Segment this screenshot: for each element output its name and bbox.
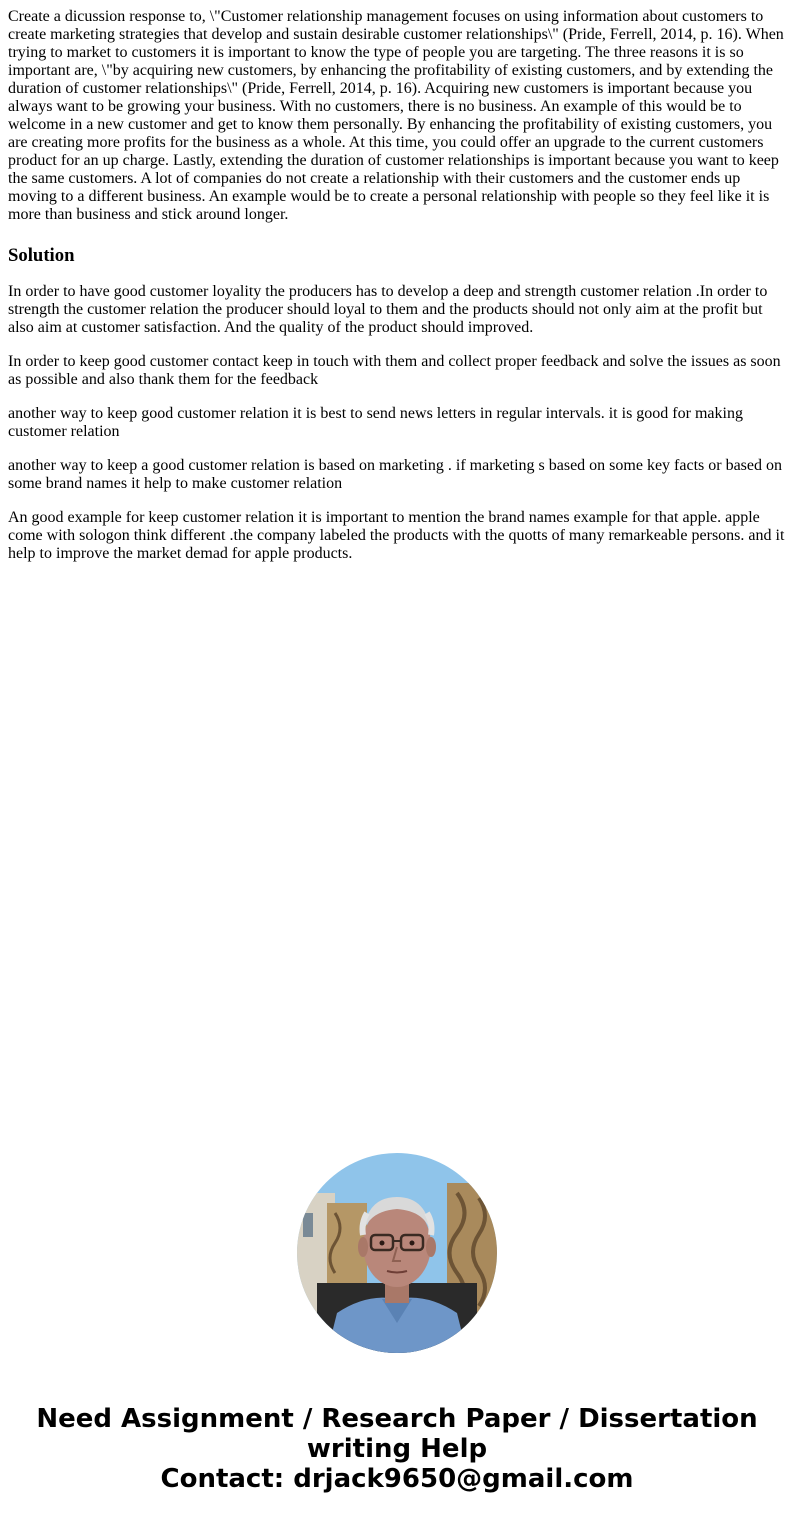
contact-email: Contact: drjack9650@gmail.com [160,1464,634,1494]
author-portrait-image [297,1153,497,1353]
answer-paragraph: another way to keep a good customer relation is based on marketing . if marketing s based on some key facts or based on some brand names it help to make customer relation [8,457,782,492]
banner-line: Need Assignment / Research Paper / Dissertation [36,1404,758,1434]
question-text: Create a dicussion response to, \"Customer relationship management focuses on using information about customers to create marketing strategies that develop and sustain desirable customer relationships\" (Pride, Ferrell, 2014, p. 16). When trying to market to customers it is important to know the type of people you are targeting. The three reasons it is so important are, \"by acquiring new customers, by enhancing the profitability of existing customers, and by extending the duration of customer relationships\" (Pride, Ferrell, 2014, p. 16). Acquiring new customers is important because you always want to be growing your business. With no customers, there is no business. An example of this would be to welcome in a new customer and get to know them personally. By enhancing the profitability of existing customers, you are creating more profits for the business as a whole. At this time, you could offer an upgrade to the current customers product for an up charge. Lastly, extending the duration of customer relationships is important because you want to keep the same customers. A lot of companies do not create a relationship with their customers and the customer ends up moving to a different business. An example would be to create a personal relationship with people so they feel like it is more than business and stick around longer. [8,8,784,223]
answer-section [8,283,786,563]
document-body [8,8,786,563]
solution-heading: Solution [8,245,75,266]
contact-banner [0,1404,794,1494]
answer-paragraph: In order to have good customer loyality the producers has to develop a deep and strength customer relation .In order to strength the customer relation the producer should loyal to them and the products should not only aim at the profit but also aim at customer satisfaction. And the quality of the product should improved. [8,283,768,336]
answer-paragraph: In order to keep good customer contact keep in touch with them and collect proper feedback and solve the issues as soon as possible and also thank them for the feedback [8,353,781,388]
answer-paragraph: another way to keep good customer relation it is best to send news letters in regular intervals. it is good for making customer relation [8,405,743,440]
author-avatar [297,1153,497,1353]
answer-paragraph: An good example for keep customer relation it is important to mention the brand names example for that apple. apple come with sologon think different .the company labeled the products with the quotts of many remarkeable persons. and it help to improve the market demad for apple products. [8,509,785,562]
banner-line: writing Help [306,1434,488,1464]
